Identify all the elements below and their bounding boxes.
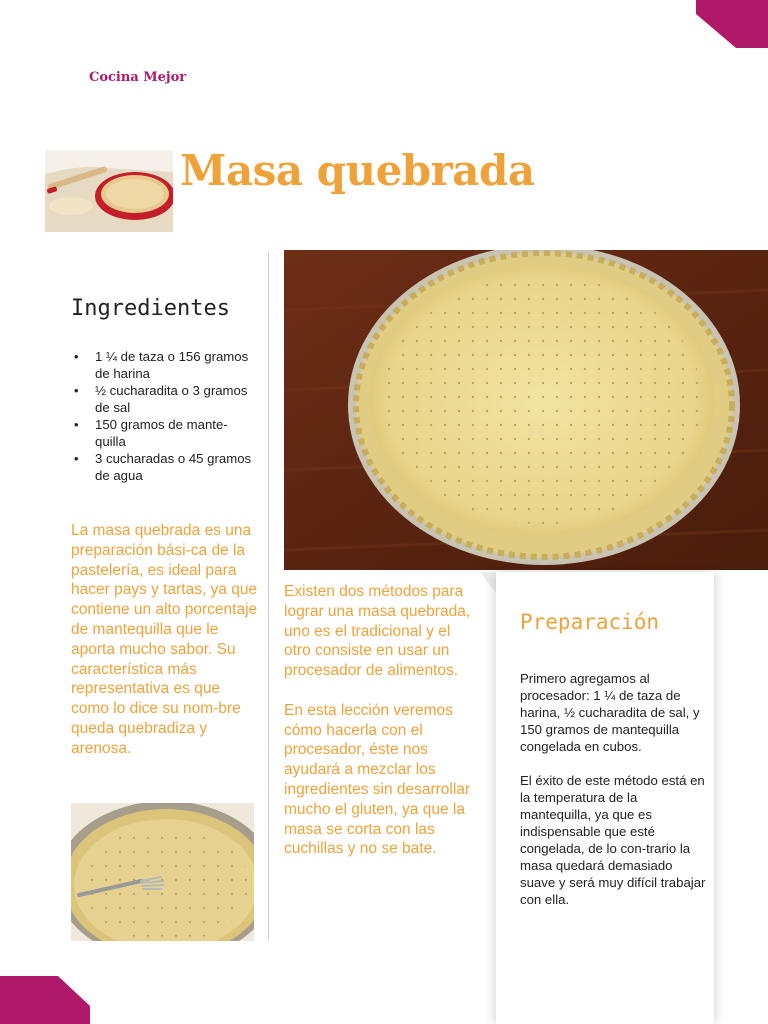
column-divider [268, 252, 269, 940]
magazine-brand: Cocina Mejor [89, 70, 187, 85]
ingredient-item: • 150 gramos de mante-quilla [71, 416, 256, 450]
intro-paragraph: La masa quebrada es una preparación bási-ca de la pastelería, es ideal para hacer pays y tartas, ya que contiene un alto porcentaje de mantequilla que le aporta mucho sabor. Su característica más representativa es que como lo dice su nom-bre queda quebradiza y arenosa. [71, 522, 258, 757]
corner-decoration-bottom [0, 976, 90, 1024]
page-title: Masa quebrada [180, 146, 535, 195]
preparation-paragraph-2: El éxito de este método está en la temperatura de la mantequilla, ya que es indispensable que esté congelada, de lo con-trario la masa quedará demasiado suave y será muy difícil trabajar con ella. [520, 773, 706, 907]
preparation-paragraph-1: Primero agregamos al procesador: 1 ¼ de taza de harina, ½ cucharadita de sal, y 150 gramos de mantequilla congelada en cubos. [520, 671, 700, 754]
preparation-heading: Preparación [520, 610, 660, 634]
tart-crust-photo [284, 250, 768, 570]
ingredient-item: • ½ cucharadita o 3 gramos de sal [71, 382, 256, 416]
header-thumbnail-image [45, 150, 173, 232]
ingredients-heading: Ingredientes [71, 296, 230, 321]
ingredient-item: • 1 ¼ de taza o 156 gramos de harina [71, 348, 256, 382]
methods-text [284, 582, 474, 879]
corner-decoration-top [696, 0, 768, 48]
preparation-text [520, 670, 706, 925]
ingredients-list [71, 348, 256, 484]
ingredient-item: • 3 cucharadas o 45 gramos de agua [71, 450, 256, 484]
fork-pricking-dough-photo [71, 803, 254, 941]
methods-paragraph-2: En esta lección veremos cómo hacerla con el procesador, éste nos ayudará a mezclar los ingredientes sin desarrollar mucho el gluten, ya que la masa se corta con las cuchillas y no se bate. [284, 701, 471, 858]
methods-paragraph-1: Existen dos métodos para lograr una masa quebrada, uno es el tradicional y el otro consiste en usar un procesador de alimentos. [284, 583, 471, 680]
